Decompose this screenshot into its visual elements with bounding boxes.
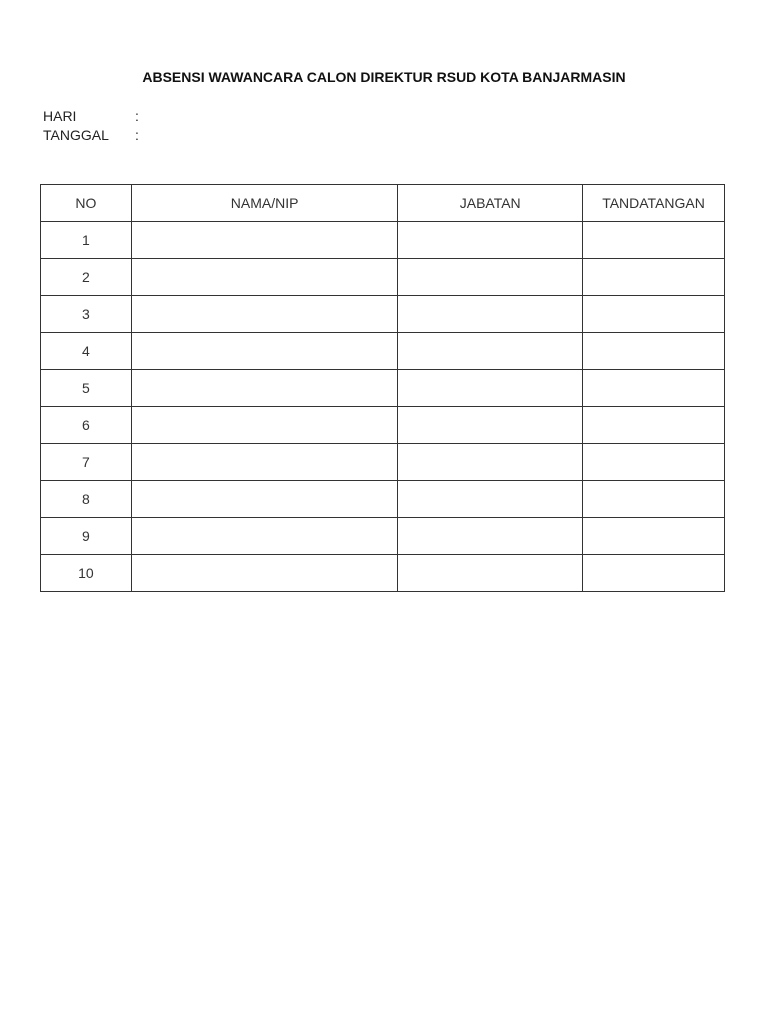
cell-no: 5 — [41, 370, 132, 407]
cell-tandatangan — [583, 518, 725, 555]
cell-jabatan — [398, 370, 583, 407]
cell-nama — [131, 333, 398, 370]
cell-jabatan — [398, 555, 583, 592]
table-row — [41, 296, 725, 333]
cell-no: 7 — [41, 444, 132, 481]
field-colon: : — [135, 108, 139, 124]
cell-no: 8 — [41, 481, 132, 518]
cell-no: 2 — [41, 259, 132, 296]
table-row — [41, 444, 725, 481]
cell-nama — [131, 555, 398, 592]
cell-tandatangan — [583, 481, 725, 518]
table-row — [41, 555, 725, 592]
document-title: ABSENSI WAWANCARA CALON DIREKTUR RSUD KOTA BANJARMASIN — [142, 69, 626, 85]
cell-tandatangan — [583, 259, 725, 296]
cell-nama — [131, 222, 398, 259]
table-header-row — [41, 185, 725, 222]
cell-no: 3 — [41, 296, 132, 333]
cell-jabatan — [398, 222, 583, 259]
cell-jabatan — [398, 481, 583, 518]
cell-no: 10 — [41, 555, 132, 592]
cell-jabatan — [398, 518, 583, 555]
table-row — [41, 370, 725, 407]
cell-no: 4 — [41, 333, 132, 370]
cell-no: 1 — [41, 222, 132, 259]
cell-tandatangan — [583, 555, 725, 592]
cell-tandatangan — [583, 222, 725, 259]
cell-nama — [131, 407, 398, 444]
cell-tandatangan — [583, 296, 725, 333]
cell-nama — [131, 259, 398, 296]
cell-tandatangan — [583, 407, 725, 444]
cell-tandatangan — [583, 333, 725, 370]
field-label: TANGGAL — [43, 127, 109, 143]
cell-nama — [131, 370, 398, 407]
cell-nama — [131, 518, 398, 555]
cell-jabatan — [398, 259, 583, 296]
table-row — [41, 407, 725, 444]
table-row — [41, 259, 725, 296]
header-tandatangan: TANDATANGAN — [583, 185, 725, 222]
cell-tandatangan — [583, 444, 725, 481]
cell-nama — [131, 444, 398, 481]
cell-nama — [131, 296, 398, 333]
cell-jabatan — [398, 444, 583, 481]
table-row — [41, 222, 725, 259]
field-label: HARI — [43, 108, 77, 124]
header-fields — [43, 107, 145, 145]
cell-jabatan — [398, 407, 583, 444]
cell-tandatangan — [583, 370, 725, 407]
header-jabatan: JABATAN — [398, 185, 583, 222]
cell-no: 6 — [41, 407, 132, 444]
table-row — [41, 518, 725, 555]
field-hari — [43, 107, 145, 126]
header-no: NO — [41, 185, 132, 222]
table-row — [41, 333, 725, 370]
cell-jabatan — [398, 296, 583, 333]
attendance-table — [40, 184, 725, 592]
cell-nama — [131, 481, 398, 518]
cell-no: 9 — [41, 518, 132, 555]
table-row — [41, 481, 725, 518]
field-colon: : — [135, 127, 139, 143]
cell-jabatan — [398, 333, 583, 370]
field-tanggal — [43, 126, 145, 145]
header-nama-nip: NAMA/NIP — [131, 185, 398, 222]
